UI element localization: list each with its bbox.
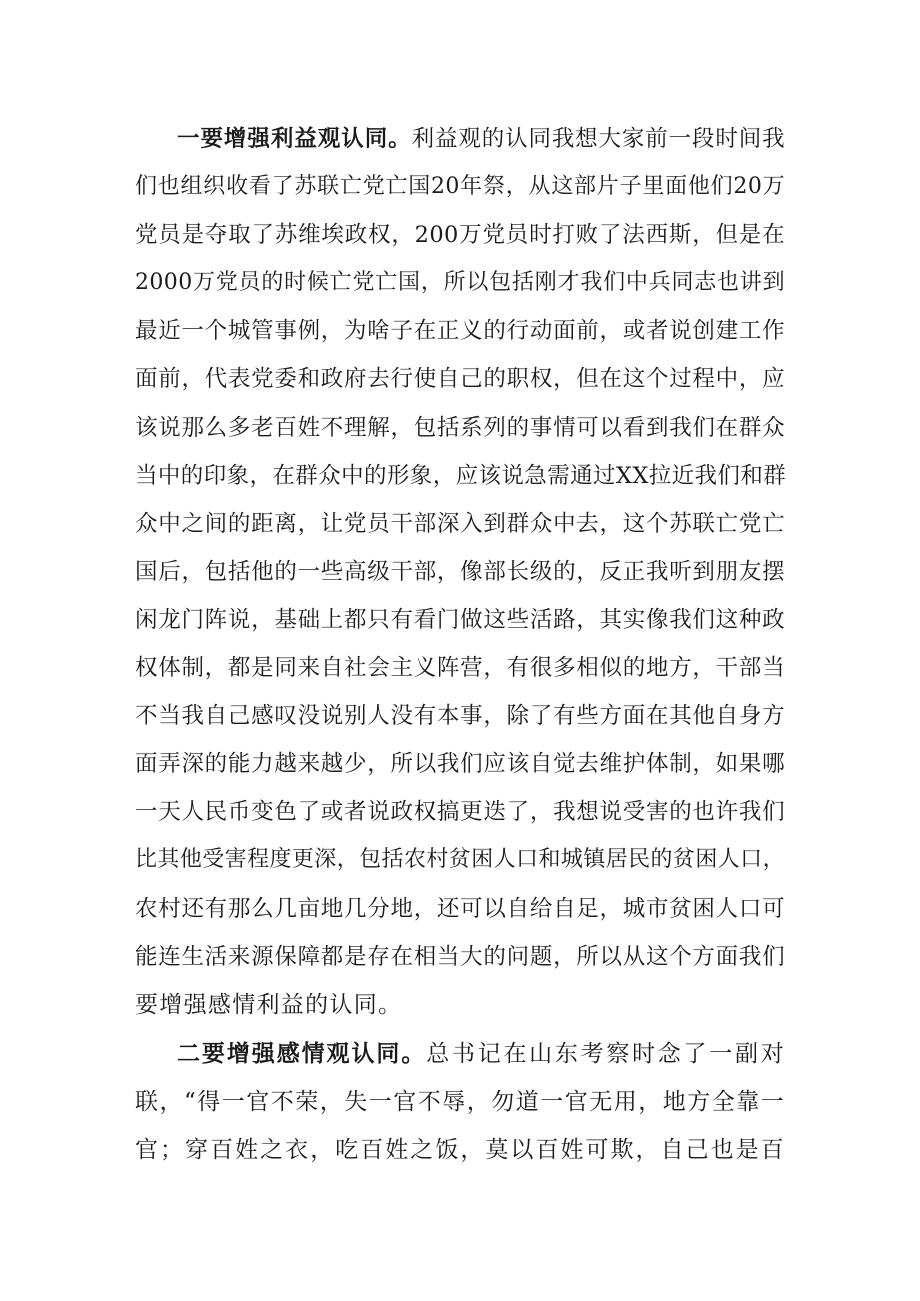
- body-text: 总书记在山东考察时念了一副对: [426, 1041, 786, 1067]
- paragraph-first-line: [135, 1030, 785, 1078]
- paragraph-first-line: [135, 115, 785, 163]
- text-line: 当中的印象，在群众中的形象，应该说急需通过XX拉近我们和群: [135, 462, 787, 489]
- text-line: 权体制，都是同来自社会主义阵营，有很多相似的地方，干部当: [135, 655, 785, 682]
- text-line: 不当我自己感叹没说别人没有本事，除了有些方面在其他自身方: [135, 703, 785, 730]
- text-line: 闲龙门阵说，基础上都只有看门做这些活路，其实像我们这种政: [135, 606, 785, 633]
- text-line: 能连生活来源保障都是存在相当大的问题，所以从这个方面我们: [135, 943, 785, 970]
- text-line: 2000万党员的时候亡党亡国，所以包括刚才我们中兵同志也讲到: [135, 270, 785, 296]
- text-line: 众中之间的距离，让党员干部深入到群众中去，这个苏联亡党亡: [135, 510, 785, 537]
- text-line: 比其他受害程度更深，包括农村贫困人口和城镇居民的贫困人口，: [135, 847, 785, 873]
- text-line: 官；穿百姓之衣，吃百姓之饭，莫以百姓可欺，自己也是百: [135, 1137, 785, 1164]
- paragraph-interest-identity: [135, 115, 785, 1029]
- text-line: 一天人民币变色了或者说政权搞更迭了，我想说受害的也许我们: [135, 799, 785, 826]
- text-line: 国后，包括他的一些高级干部，像部长级的，反正我听到朋友摆: [135, 558, 785, 585]
- section-heading: 一要增强利益观认同。: [177, 126, 412, 152]
- text-line: 该说那么多老百姓不理解，包括系列的事情可以看到我们在群众: [135, 414, 785, 441]
- text-line: 要增强感情利益的认同。: [135, 991, 403, 1018]
- body-text: 利益观的认同我想大家前一段时间我: [411, 126, 785, 152]
- section-heading: 二要增强感情观认同。: [177, 1041, 427, 1067]
- text-line: 农村还有那么几亩地几分地，还可以自给自足，城市贫困人口可: [135, 895, 785, 922]
- text-line: 们也组织收看了苏联亡党亡国20年祭，从这部片子里面他们20万: [135, 174, 785, 200]
- text-line: 最近一个城管事例，为啥子在正义的行动面前，或者说创建工作: [135, 318, 785, 345]
- text-line: 面前，代表党委和政府去行使自己的职权，但在这个过程中，应: [135, 366, 785, 393]
- text-line: 联，“得一官不荣，失一官不辱，勿道一官无用，地方全靠一: [135, 1089, 785, 1116]
- text-line: 党员是夺取了苏维埃政权，200万党员时打败了法西斯，但是在: [135, 222, 785, 249]
- paragraph-emotion-identity: [135, 1030, 785, 1174]
- text-line: 面弄深的能力越来越少，所以我们应该自觉去维护体制，如果哪: [135, 751, 785, 778]
